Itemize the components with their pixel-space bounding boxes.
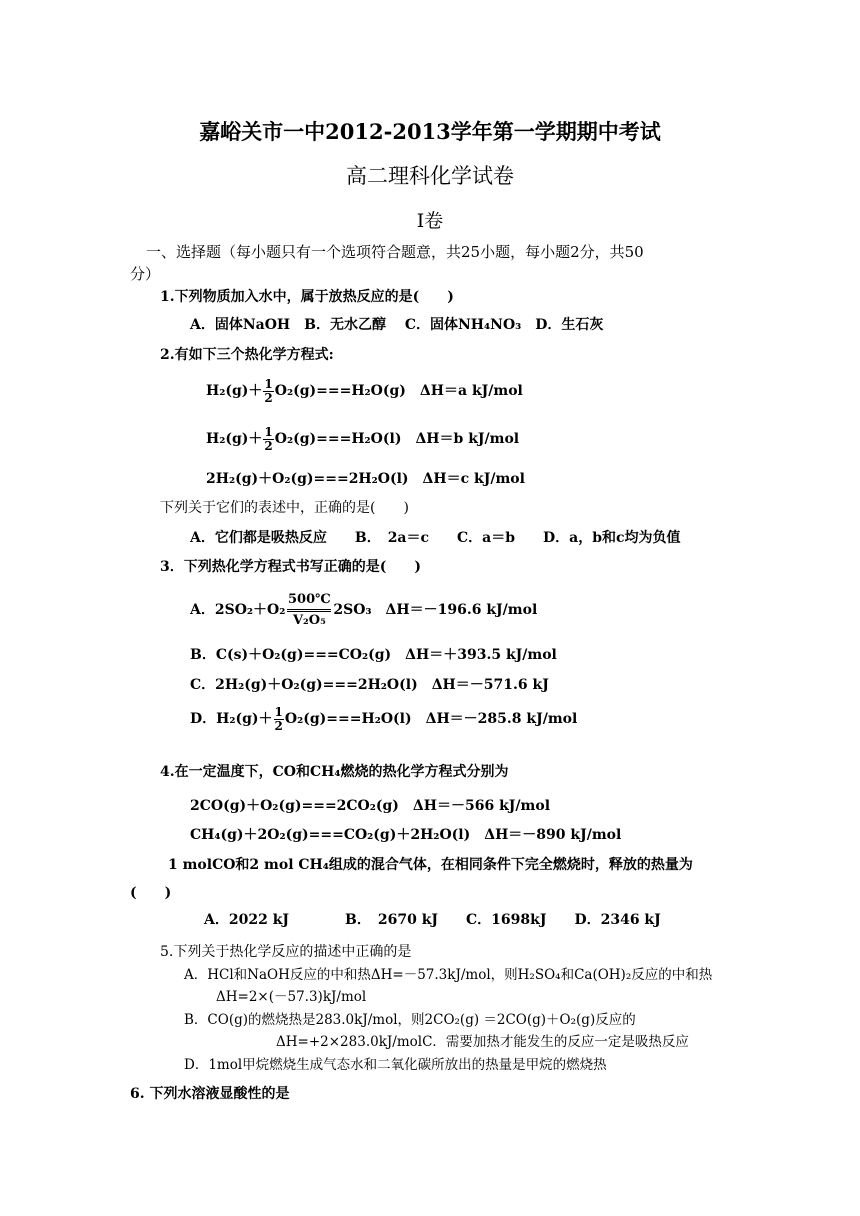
q4-stem: 4.在一定温度下，CO和CH₄燃烧的热化学方程式分别为 [160, 764, 509, 780]
q4-body-cont: ( ) [130, 885, 172, 901]
q4-equation-2: CH₄(g)＋2O₂(g)===CO₂(g)＋2H₂O(l) ΔH＝－890 kJ/mol [190, 827, 622, 843]
frac-den: 2 [264, 438, 273, 453]
q3-option-b: B．C(s)＋O₂(g)===CO₂(g) ΔH＝＋393.5 kJ/mol [190, 647, 557, 663]
q3-d-right: O₂(g)===H₂O(l) ΔH＝－285.8 kJ/mol [284, 711, 578, 727]
q1-options: A．固体NaOH B．无水乙醇 C．固体NH₄NO₃ D．生石灰 [190, 317, 604, 333]
q4-body: 1 molCO和2 mol CH₄组成的混合气体，在相同条件下完全燃烧时，释放的热量为 [168, 857, 693, 873]
q2-eq2-left: H₂(g)＋ [206, 431, 263, 447]
q3-a-right: 2SO₃ ΔH＝－196.6 kJ/mol [333, 602, 538, 618]
q2-eq2-right: O₂(g)===H₂O(l) ΔH＝b kJ/mol [274, 431, 520, 447]
exam-title: 嘉峪关市一中2012-2013学年第一学期期中考试 [199, 119, 661, 144]
frac-num: 1 [264, 376, 273, 391]
q2-equation-1 [206, 376, 523, 406]
q3-a-left: A．2SO₂＋O₂ [190, 602, 286, 618]
frac-num: 1 [264, 424, 273, 439]
q2-prompt: 下列关于它们的表述中，正确的是( ) [160, 500, 409, 516]
section-heading: 一、选择题（每小题只有一个选项符合题意，共25小题，每小题2分，共50 [146, 243, 644, 261]
q2-eq1-right: O₂(g)===H₂O(g) ΔH＝a kJ/mol [274, 383, 523, 399]
q5-option-d: D．1mol甲烷燃烧生成气态水和二氧化碳所放出的热量是甲烷的燃烧热 [184, 1057, 607, 1073]
reaction-condition [287, 593, 331, 628]
q3-stem: 3．下列热化学方程式书写正确的是( ) [160, 559, 421, 575]
half-fraction [263, 426, 273, 453]
q3-option-d [190, 704, 577, 734]
equals-arrow [287, 609, 331, 612]
q4-equation-1: 2CO(g)＋O₂(g)===2CO₂(g) ΔH＝－566 kJ/mol [190, 798, 551, 814]
frac-den: 2 [274, 718, 283, 733]
q2-eq1-left: H₂(g)＋ [206, 383, 263, 399]
q4-options: A．2022 kJ B． 2670 kJ C．1698kJ D．2346 kJ [204, 912, 661, 928]
condition-temp: 500℃ [288, 591, 331, 607]
q5-option-a: A．HCl和NaOH反应的中和热ΔH=－57.3kJ/mol，则H₂SO₄和Ca(OH)₂反应的中和热 [184, 967, 713, 983]
q2-options: A．它们都是吸热反应 B． 2a＝c C．a＝b D．a，b和c均为负值 [190, 530, 681, 546]
q2-equation-3: 2H₂(g)＋O₂(g)===2H₂O(l) ΔH＝c kJ/mol [206, 471, 525, 487]
frac-num: 1 [274, 704, 283, 719]
exam-subtitle: 高二理科化学试卷 [346, 164, 514, 188]
half-fraction [274, 706, 284, 733]
q5-option-b-cont: ΔH=+2×283.0kJ/molC．需要加热才能发生的反应一定是吸热反应 [276, 1034, 689, 1050]
q3-option-c: C．2H₂(g)＋O₂(g)===2H₂O(l) ΔH＝－571.6 kJ [190, 677, 549, 693]
q3-d-left: D．H₂(g)＋ [190, 711, 273, 727]
q2-stem: 2.有如下三个热化学方程式: [160, 347, 334, 363]
q3-option-a [190, 588, 537, 632]
q5-stem: 5.下列关于热化学反应的描述中正确的是 [160, 944, 412, 960]
section-heading-cont: 分） [130, 265, 161, 283]
condition-catalyst: V₂O₅ [292, 612, 326, 628]
frac-den: 2 [264, 390, 273, 405]
half-fraction [263, 378, 273, 405]
q2-equation-2 [206, 424, 519, 454]
volume-label: Ⅰ卷 [416, 210, 444, 232]
q6-stem: 6. 下列水溶液显酸性的是 [130, 1086, 290, 1102]
q5-option-a-cont: ΔH=2×(－57.3)kJ/mol [216, 989, 367, 1005]
q1-stem: 1.下列物质加入水中，属于放热反应的是( ) [160, 289, 454, 305]
q5-option-b: B．CO(g)的燃烧热是283.0kJ/mol，则2CO₂(g) ＝2CO(g)＋O₂(g)反应的 [184, 1012, 636, 1028]
